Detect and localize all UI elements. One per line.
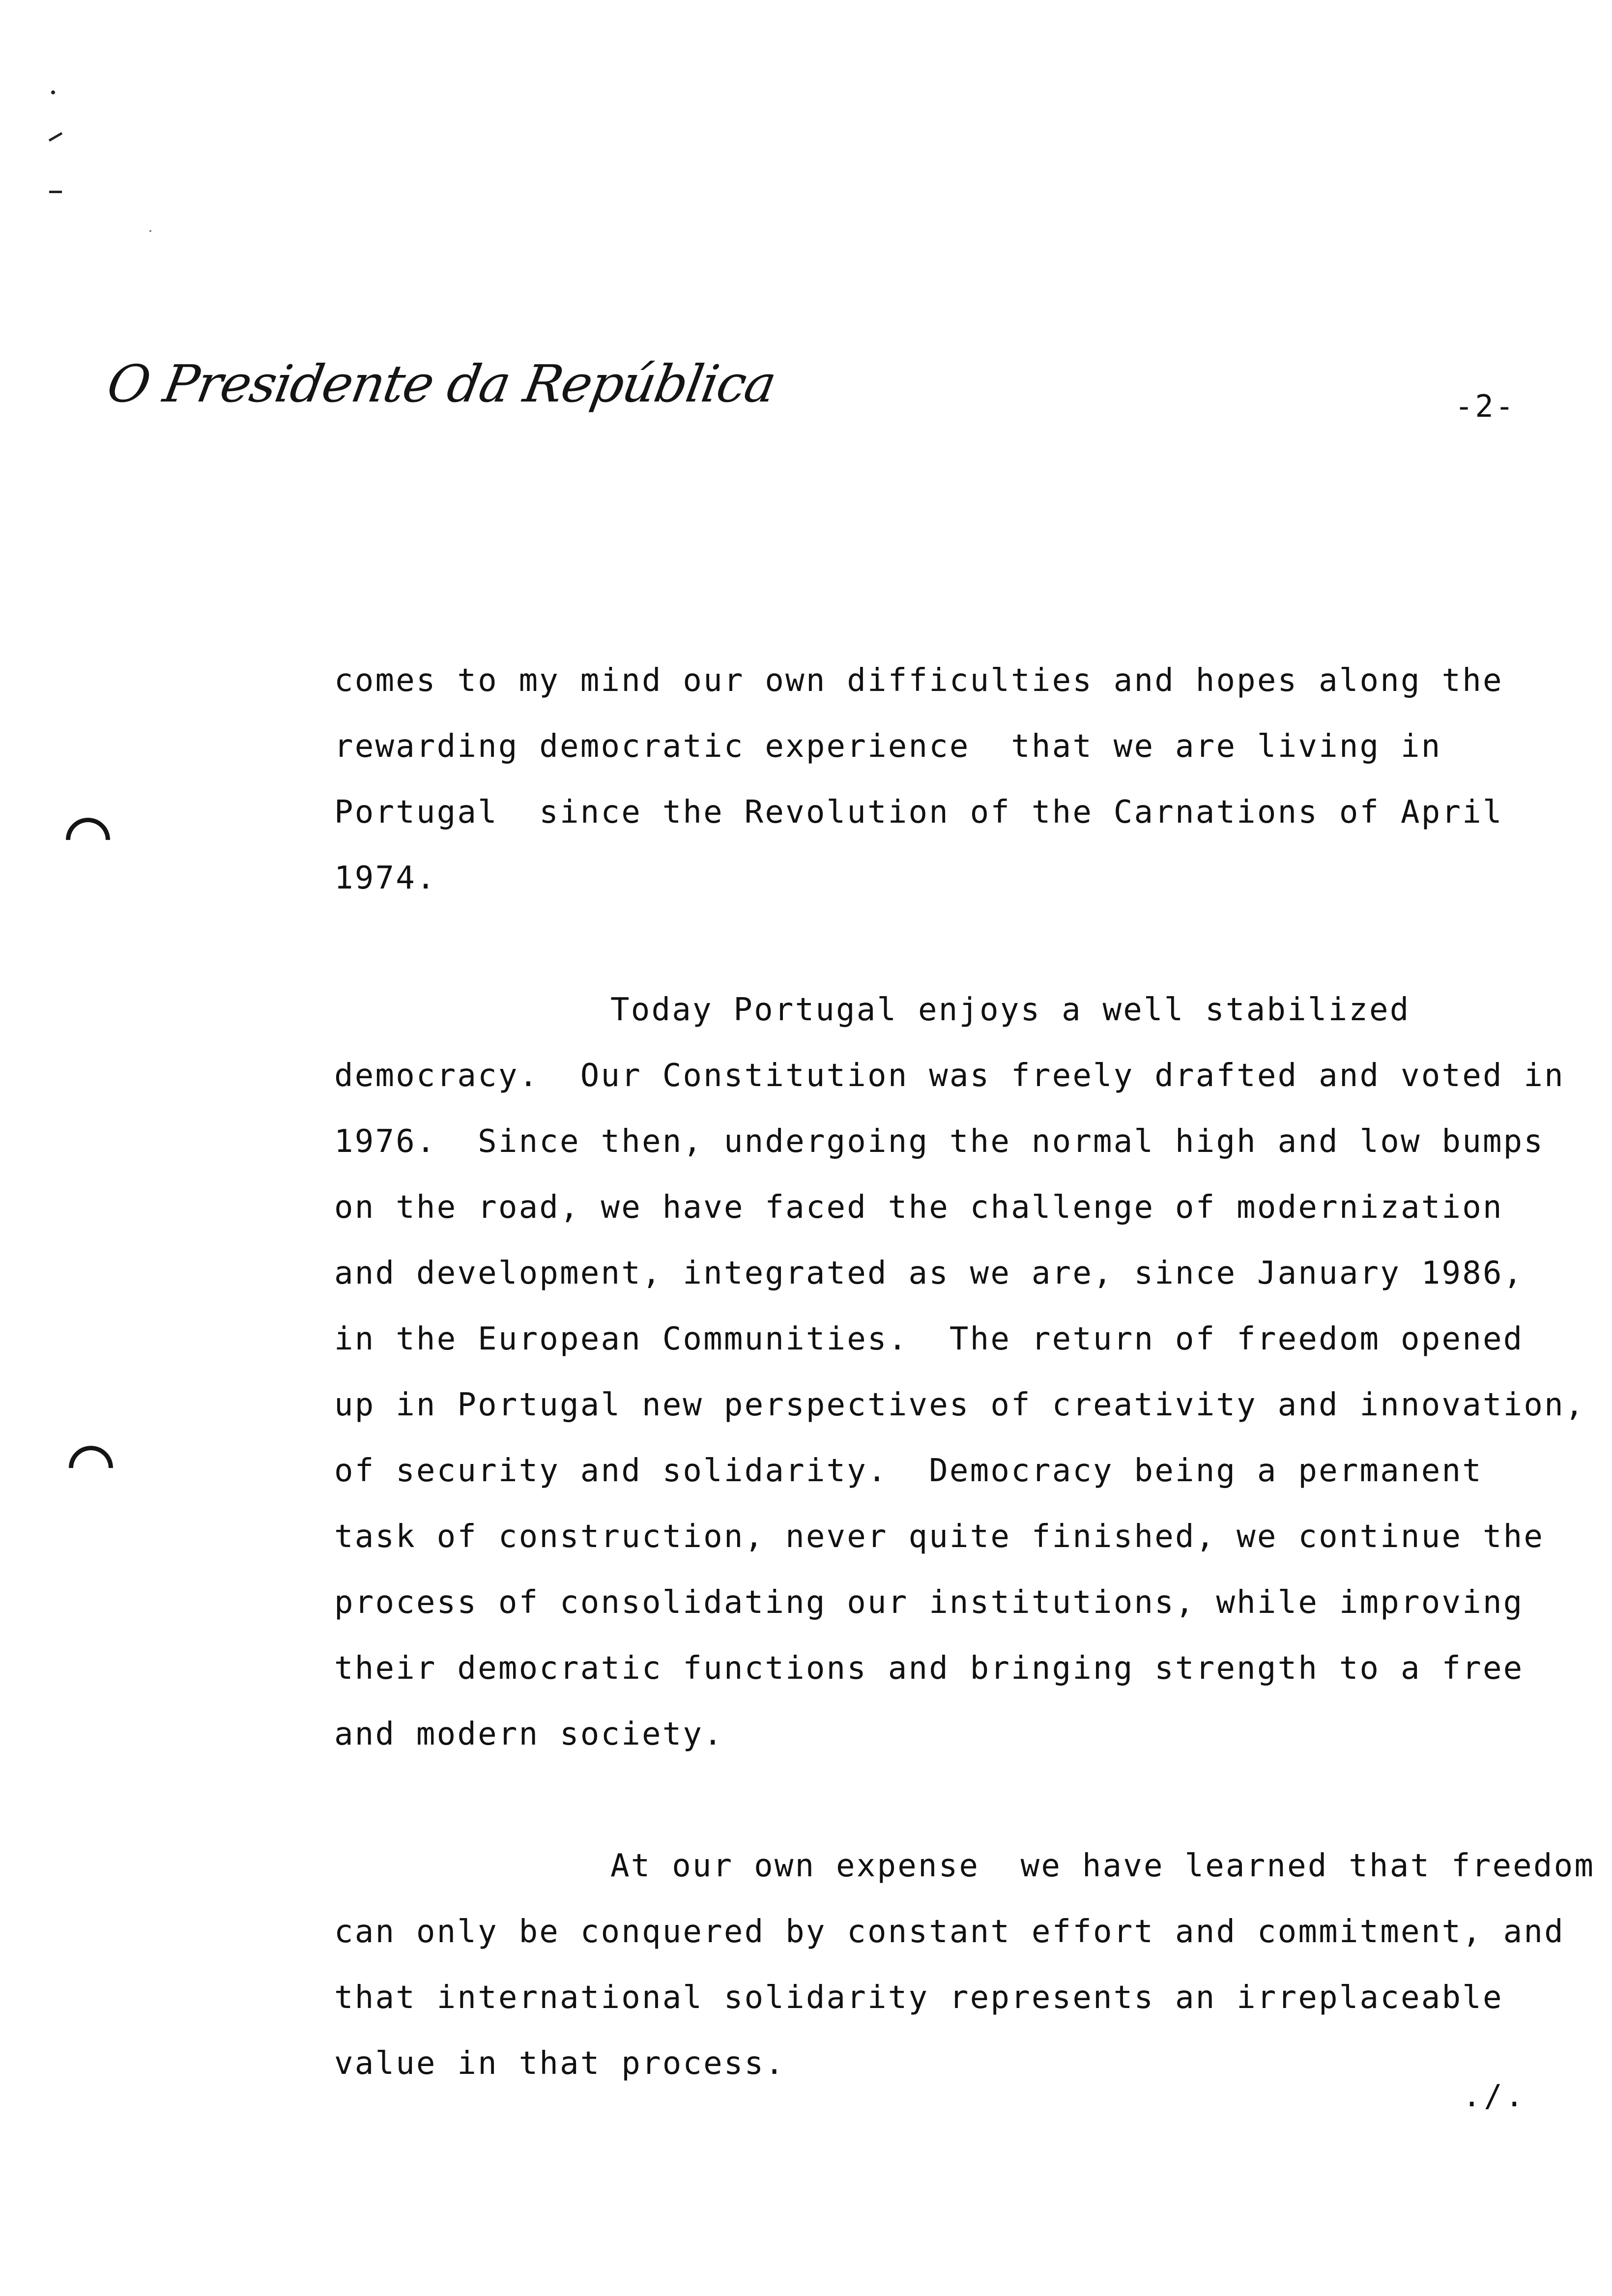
text-line: value in that process. (334, 2045, 786, 2082)
paragraph-gap (334, 1767, 1573, 1833)
text-line: and modern society. (334, 1716, 724, 1752)
binder-hole-icon (57, 808, 119, 871)
text-line: Today Portugal enjoys a well stabilized (610, 992, 1410, 1028)
text-line: Portugal since the Revolution of the Carnations of April (334, 794, 1503, 831)
letter-body (334, 648, 1595, 2096)
text-line: their democratic functions and bringing strength to a free (334, 1650, 1524, 1687)
scan-speck (149, 230, 151, 232)
text-line: on the road, we have faced the challenge of modernization (334, 1189, 1503, 1226)
text-line: and development, integrated as we are, since January 1986, (334, 1255, 1524, 1292)
letterhead-title: O Presidente da República (103, 354, 780, 414)
text-line: can only be conquered by constant effort and commitment, and (334, 1914, 1565, 1950)
text-line: 1976. Since then, undergoing the normal high and low bumps (334, 1123, 1545, 1160)
page-number: -2- (1455, 388, 1516, 424)
scan-speck (51, 90, 55, 94)
binder-hole-icon (59, 1436, 122, 1499)
text-line: 1974. (334, 860, 437, 896)
text-line: comes to my mind our own difficulties and hopes along the (334, 662, 1503, 699)
text-line: in the European Communities. The return of freedom opened (334, 1321, 1524, 1357)
text-line: of security and solidarity. Democracy being a permanent (334, 1453, 1483, 1489)
text-line: rewarding democratic experience that we are living in (334, 728, 1442, 765)
text-line: process of consolidating our institutions, while improving (334, 1584, 1524, 1621)
scan-speck (49, 132, 62, 142)
continuation-mark: ./. (1463, 2078, 1526, 2114)
scan-speck (49, 191, 62, 193)
text-line: At our own expense we have learned that freedom (610, 1848, 1595, 1884)
paragraph-gap (334, 911, 1573, 977)
text-line: task of construction, never quite finished, we continue the (334, 1519, 1545, 1555)
text-line: that international solidarity represents an irreplaceable (334, 1980, 1503, 2016)
text-line: up in Portugal new perspectives of creativity and innovation, (334, 1387, 1585, 1423)
text-line: democracy. Our Constitution was freely drafted and voted in (334, 1058, 1565, 1094)
